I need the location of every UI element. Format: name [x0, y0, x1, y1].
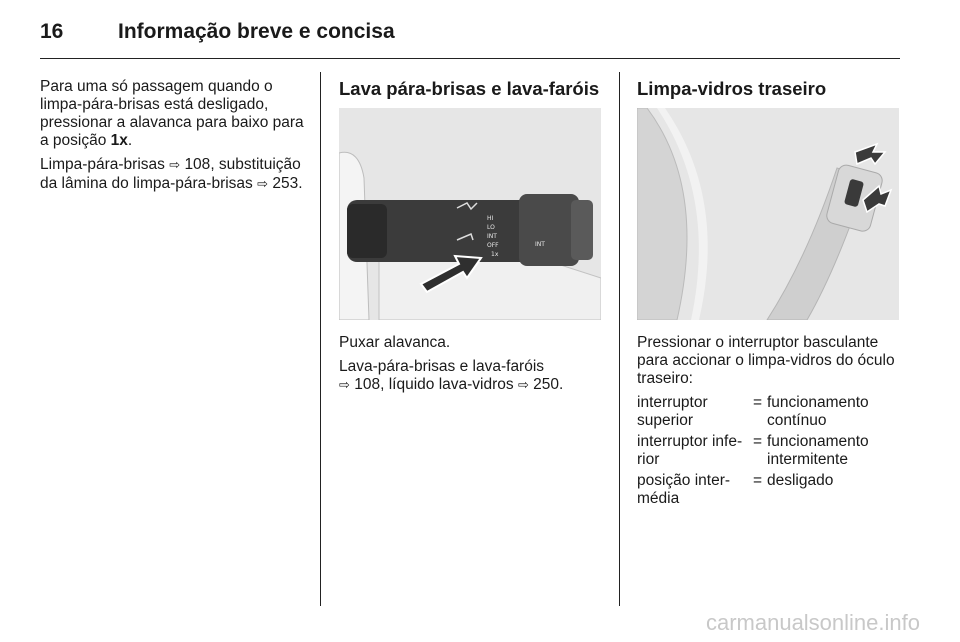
- xref-link-108[interactable]: 108: [354, 376, 381, 393]
- switch-positions-table: [637, 394, 907, 511]
- xref-link-253[interactable]: 253: [272, 175, 299, 192]
- xref-icon: ⇨: [257, 177, 269, 192]
- equals-sign: =: [753, 394, 763, 411]
- page-number: 16: [40, 20, 64, 43]
- paragraph-single-wipe: Para uma só passagem quando o limpa-pára-brisas está desligado, pressionar a alavanca para baixo para a posição 1x.: [40, 78, 304, 149]
- xref-icon: ⇨: [517, 378, 529, 393]
- switch-position-term: posição inter-média: [637, 472, 731, 507]
- fig-label-lo: LO: [487, 224, 495, 231]
- xref-icon: ⇨: [169, 158, 181, 173]
- rear-wiper-text: [637, 334, 907, 511]
- switch-position-function: funcionamento contínuo: [767, 394, 869, 429]
- column-3: [637, 78, 907, 507]
- figure-wiper-lever: [339, 108, 601, 320]
- caption-pull-lever: Puxar alavanca.: [339, 334, 451, 351]
- table-row: [637, 472, 907, 511]
- fig-label-off: OFF: [487, 242, 499, 249]
- column-divider-1: [320, 72, 321, 606]
- page-header: [40, 14, 920, 48]
- section-heading-rear-wiper: Limpa-vidros traseiro: [637, 78, 827, 99]
- switch-position-term: interruptor superior: [637, 394, 708, 429]
- watermark: carmanualsonline.info: [705, 610, 920, 635]
- xref-link-108[interactable]: 108: [184, 156, 211, 173]
- fig-label-1x: 1x: [491, 251, 499, 258]
- paragraph-rear-wiper-intro: Pressionar o interruptor basculante para accionar o limpa-vidros do óculo traseiro:: [637, 334, 895, 387]
- figure-rear-wiper: [637, 108, 899, 320]
- wiper-lever-illustration: [339, 108, 601, 320]
- rear-wiper-illustration: [637, 108, 899, 320]
- fig-label-int-rear: INT: [535, 241, 545, 248]
- equals-sign: =: [753, 433, 763, 450]
- equals-sign: =: [753, 472, 763, 489]
- switch-position-term: interruptor infe-rior: [637, 433, 743, 468]
- switch-position-function: desligado: [767, 472, 834, 489]
- section-heading-washer: Lava pára-brisas e lava-faróis: [339, 78, 600, 99]
- xref-icon: ⇨: [339, 378, 350, 393]
- column-2: [339, 78, 607, 393]
- fig-label-int: INT: [487, 233, 497, 240]
- page-title: Informação breve e concisa: [118, 20, 395, 43]
- xref-link-250[interactable]: 250: [533, 376, 560, 393]
- paragraph-wiper-refs: Limpa-pára-brisas ⇨ 108, substituição da lâmina do limpa-pára-brisas ⇨ 253.: [40, 156, 303, 192]
- washer-caption: [339, 334, 609, 401]
- header-rule: [40, 58, 900, 59]
- table-row: [637, 433, 907, 472]
- table-row: [637, 394, 907, 433]
- fig-label-hi: HI: [487, 215, 494, 222]
- position-label: 1x: [110, 132, 128, 149]
- paragraph-washer-refs: Lava-pára-brisas e lava-faróis ⇨ 108, líquido lava-vidros ⇨ 250.: [339, 358, 564, 393]
- column-1: [40, 78, 312, 200]
- column-divider-2: [619, 72, 620, 606]
- switch-position-function: funcionamento intermitente: [767, 433, 869, 468]
